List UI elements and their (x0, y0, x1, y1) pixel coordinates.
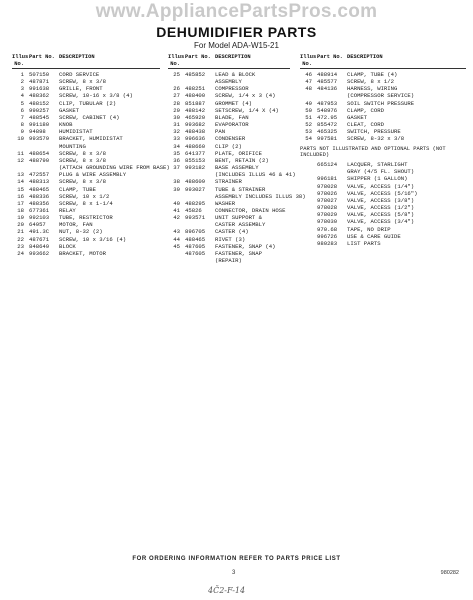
illus-number: 17 (17, 199, 24, 207)
part-number: 487871 (29, 78, 50, 86)
part-row (12, 92, 160, 99)
illus-number: 21 (17, 228, 24, 236)
part-row (12, 171, 160, 178)
illus-number: 33 (173, 135, 180, 143)
part-row (12, 236, 160, 243)
part-description: SETSCREW, 1/4 X (4) (215, 106, 279, 114)
part-description-continued: CASTER ASSEMBLY (215, 221, 266, 229)
column-header (12, 54, 160, 69)
part-row (168, 128, 290, 135)
part-description: SCREW, 8-32 x 3/8 (347, 135, 405, 143)
part-description: SCREW, 8 x 3/8 (59, 149, 106, 157)
illus-number: 23 (17, 242, 24, 250)
parts-column-2 (168, 54, 306, 265)
part-number: 94898 (29, 128, 46, 136)
part-row (300, 100, 466, 107)
illus-number (300, 240, 312, 247)
illus-number: 19 (17, 214, 24, 222)
part-description: CLAMP, TUBE (4) (347, 71, 398, 78)
part-row (300, 183, 466, 190)
illus-number: 40 (173, 199, 180, 207)
part-row (168, 236, 290, 243)
part-description: LACQUER, STARLIGHT (347, 161, 408, 169)
part-description: SCREW, 8 x 1/2 (347, 78, 394, 86)
part-row (12, 71, 160, 78)
part-description: SCREW, 8 x 3/8 (59, 178, 106, 186)
part-row (300, 114, 466, 121)
part-number: 488438 (185, 128, 206, 136)
part-description: SCREW, 10 x 1/2 (59, 192, 110, 200)
part-description: BENT, RETAIN (2) (215, 156, 269, 164)
part-row (300, 71, 466, 78)
part-description: CASTER (4) (215, 228, 249, 236)
header-illus-no: Illus. No. (168, 54, 188, 67)
part-description: SOIL SWITCH PRESSURE (347, 99, 415, 107)
illus-number: 36 (173, 156, 180, 164)
part-description-continued: ASSEMBLY (215, 78, 242, 86)
part-description: KNOB (59, 121, 73, 129)
part-number: 465325 (317, 128, 338, 136)
part-description: RIVET (3) (215, 235, 246, 243)
part-row (12, 178, 160, 185)
part-number: 484136 (317, 85, 338, 93)
header-part-no: Part No. (29, 54, 55, 60)
part-row (12, 150, 160, 157)
illus-number: 54 (305, 135, 312, 143)
part-description: PLATE, ORIFICE (215, 149, 262, 157)
illus-number: 37 (173, 164, 180, 172)
part-number: 488336 (29, 192, 50, 200)
part-description: GASKET (347, 113, 368, 121)
part-row (12, 214, 160, 221)
illus-number: 47 (305, 78, 312, 86)
part-number: 472557 (29, 171, 50, 179)
part-row (168, 85, 290, 92)
illus-number: 28 (173, 99, 180, 107)
part-row (12, 78, 160, 85)
part-row (168, 150, 290, 157)
illus-number: 50 (305, 106, 312, 114)
illus-number: 53 (305, 128, 312, 136)
part-number: 993579 (29, 135, 50, 143)
part-description: FASTENER, SNAP (215, 249, 262, 257)
illus-number: 18 (17, 206, 24, 214)
part-row (300, 233, 466, 240)
header-description: DESCRIPTION (347, 54, 383, 60)
part-row (300, 78, 466, 85)
part-description: CLAMP, CORD (347, 106, 384, 114)
illus-number: 5 (20, 99, 24, 107)
part-description: LIST PARTS (347, 239, 381, 247)
part-row (168, 178, 290, 185)
part-number: 848649 (29, 242, 50, 250)
part-number: 45826 (185, 206, 202, 214)
illus-number: 43 (173, 228, 180, 236)
header-description: DESCRIPTION (215, 54, 251, 60)
illus-number: 31 (173, 121, 180, 129)
part-row (12, 250, 160, 257)
handwritten-note: 4Č2-F-14 (208, 586, 246, 595)
page-title: DEHUMIDIFIER PARTS (156, 24, 317, 40)
page-number: 3 (232, 570, 236, 576)
part-description: PAN (215, 128, 226, 136)
part-number: 993182 (185, 164, 206, 172)
part-row (300, 218, 466, 225)
part-description: SCREW, 8 x 3/8 (59, 156, 106, 164)
header-part-no: Part No. (317, 54, 343, 60)
illus-number (300, 183, 312, 190)
part-description: WASHER (215, 199, 236, 207)
part-description: CORD SERVICE (59, 71, 100, 78)
illus-number: 20 (17, 221, 24, 229)
part-number: 487605 (185, 249, 206, 257)
part-description: CONNECTOR, DRAIN HOSE (215, 206, 286, 214)
part-description: PLUG & WIRE ASSEMBLY (59, 171, 127, 179)
part-number: 851887 (185, 99, 206, 107)
part-number: 548976 (317, 106, 338, 114)
part-number: 488313 (29, 178, 50, 186)
part-row (300, 85, 466, 92)
part-number: 990257 (29, 106, 50, 114)
part-description: HARNESS, WIRING (347, 85, 398, 93)
part-row (12, 200, 160, 207)
header-illus-no: Illus. No. (12, 54, 32, 67)
part-description: NUT, 8-32 (2) (59, 228, 103, 236)
illus-number: 8 (20, 121, 24, 129)
part-number: 488654 (29, 149, 50, 157)
part-number: 488251 (185, 85, 206, 93)
illus-number: 38 (173, 178, 180, 186)
part-row (300, 226, 466, 233)
illus-number: 15 (17, 185, 24, 193)
illus-number: 32 (173, 128, 180, 136)
part-description: MOTOR, FAN (59, 221, 93, 229)
part-row (12, 107, 160, 114)
part-row (12, 157, 160, 164)
part-row (12, 207, 160, 214)
illus-number: 22 (17, 235, 24, 243)
illus-number: 42 (173, 214, 180, 222)
part-description: FASTENER, SNAP (4) (215, 242, 276, 250)
part-number: 488914 (317, 71, 338, 78)
illus-number (300, 218, 312, 225)
part-description: SCREW, 1/4 x 3 (4) (215, 92, 276, 100)
part-number: 855153 (185, 156, 206, 164)
part-row (12, 128, 160, 135)
part-description: BRACKET, HUMIDISTAT (59, 135, 123, 143)
illus-number: 46 (305, 71, 312, 78)
page-subtitle: For Model ADA-W15-21 (194, 41, 279, 50)
part-number: 488609 (185, 178, 206, 186)
part-row (300, 211, 466, 218)
part-description: VALVE, ACCESS (1/2") (347, 204, 415, 212)
part-row (12, 135, 160, 142)
part-row (12, 193, 160, 200)
part-number: 472.95 (317, 113, 338, 121)
part-description: STRAINER (215, 178, 242, 186)
document-code: 980282 (440, 570, 459, 576)
part-number: 487671 (29, 235, 50, 243)
part-number: 488152 (29, 99, 50, 107)
part-number: 978028 (317, 204, 338, 212)
part-number: 465920 (185, 113, 206, 121)
part-number: 665124 (317, 161, 338, 169)
part-number: 488356 (29, 199, 50, 207)
part-description: COMPRESSOR (215, 85, 249, 93)
illus-number (300, 204, 312, 211)
part-description: GASKET (59, 106, 80, 114)
part-description: TAPE, NO DRIP (347, 225, 391, 233)
part-number: 978028 (317, 182, 338, 190)
part-description: BASE ASSEMBLY (215, 164, 259, 172)
part-row (300, 190, 466, 197)
illus-number: 3 (20, 85, 24, 93)
part-row (300, 161, 466, 168)
column-header (168, 54, 290, 69)
part-row (12, 121, 160, 128)
part-description: GRILLE, FRONT (59, 85, 103, 93)
part-row (12, 221, 160, 228)
illus-number: 12 (17, 156, 24, 164)
illus-number: 35 (173, 149, 180, 157)
part-number: 488295 (185, 199, 206, 207)
part-number: 488400 (185, 92, 206, 100)
illus-number: 45 (173, 242, 180, 250)
part-number: 641377 (185, 149, 206, 157)
part-number: 896705 (185, 228, 206, 236)
illus-number (300, 161, 312, 168)
part-row (12, 85, 160, 92)
part-number: 978027 (317, 196, 338, 204)
optional-parts-note: PARTS NOT ILLUSTRATED AND OPTIONAL PARTS (NOT INCLUDED) (300, 145, 446, 159)
part-number: 996636 (185, 135, 206, 143)
illus-number (168, 250, 180, 257)
part-row (168, 243, 290, 250)
part-row (168, 71, 290, 78)
illus-number: 25 (173, 71, 180, 78)
part-number: 996181 (317, 175, 338, 183)
part-number: 488362 (29, 92, 50, 100)
part-number: 993571 (185, 214, 206, 222)
part-number: 991180 (29, 121, 50, 129)
part-number: 992103 (29, 214, 50, 222)
illus-number: 11 (17, 149, 24, 157)
part-number: 488465 (185, 235, 206, 243)
part-number: 978026 (317, 189, 338, 197)
part-row (168, 207, 290, 214)
part-number: 488545 (29, 113, 50, 121)
part-number: 488465 (29, 185, 50, 193)
part-row (168, 157, 290, 164)
part-row (300, 135, 466, 142)
part-row (168, 250, 290, 257)
part-number: 507150 (29, 71, 50, 78)
illus-number: 41 (173, 206, 180, 214)
illus-number: 16 (17, 192, 24, 200)
illus-number: 48 (305, 85, 312, 93)
part-description: SHIPPER (1 GALLON) (347, 175, 408, 183)
part-number: 978029 (317, 211, 338, 219)
part-number: 487605 (185, 242, 206, 250)
illus-number: 24 (17, 249, 24, 257)
part-number: 993682 (185, 121, 206, 129)
part-number: 488660 (185, 142, 206, 150)
illus-number: 49 (305, 99, 312, 107)
part-description: UNIT SUPPORT & (215, 214, 262, 222)
ordering-info-footer: FOR ORDERING INFORMATION REFER TO PARTS PRICE LIST (132, 556, 341, 562)
part-description: VALVE, ACCESS (3/4") (347, 218, 415, 226)
part-description-continued: MOUNTING (59, 142, 86, 150)
part-row (168, 228, 290, 235)
parts-column-1 (12, 54, 170, 257)
header-illus-no: Illus. No. (300, 54, 320, 67)
part-number: 491.3C (29, 228, 50, 236)
illus-number (300, 226, 312, 233)
part-description: VALVE, ACCESS (3/8") (347, 196, 415, 204)
part-row (300, 204, 466, 211)
part-description: EVAPORATOR (215, 121, 249, 129)
header-description: DESCRIPTION (59, 54, 95, 60)
part-row (168, 92, 290, 99)
part-row (300, 121, 466, 128)
part-description: TUBE, RESTRICTOR (59, 214, 113, 222)
part-description-continued: (ATTACH GROUNDING WIRE FROM BASE) (59, 164, 170, 172)
part-description: TUBE & STRAINER (215, 185, 266, 193)
part-description: BRACKET, MOTOR (59, 249, 106, 257)
part-description: SCREW, 10-16 x 3/8 (4) (59, 92, 133, 100)
illus-number: 13 (17, 171, 24, 179)
illus-number (300, 211, 312, 218)
part-number: 980283 (317, 239, 338, 247)
part-row (12, 228, 160, 235)
part-row (300, 197, 466, 204)
illus-number: 6 (20, 106, 24, 114)
part-row (12, 243, 160, 250)
part-description: VALVE, ACCESS (5/16") (347, 189, 418, 197)
part-description: SCREW, 10 x 3/16 (4) (59, 235, 127, 243)
illus-number (300, 190, 312, 197)
part-row (168, 164, 290, 171)
part-row (168, 200, 290, 207)
part-number: 487953 (317, 99, 338, 107)
part-row (168, 107, 290, 114)
illus-number: 34 (173, 142, 180, 150)
illus-number: 2 (20, 78, 24, 86)
part-description: LEAD & BLOCK (215, 71, 256, 78)
illus-number (300, 175, 312, 182)
illus-number: 1 (20, 71, 24, 78)
part-row (168, 114, 290, 121)
part-description-continued: (COMPRESSOR SERVICE) (347, 92, 415, 100)
part-description: SWITCH, PRESSURE (347, 128, 401, 136)
illus-number (300, 233, 312, 240)
part-row (168, 186, 290, 193)
watermark: www.AppliancePartsPros.com (95, 1, 378, 22)
part-description-continued: ASSEMBLY INCLUDES ILLUS 38) (215, 192, 306, 200)
part-description: USE & CARE GUIDE (347, 232, 401, 240)
part-row (300, 240, 466, 247)
part-row (12, 100, 160, 107)
part-number: 978030 (317, 218, 338, 226)
illus-number: 14 (17, 178, 24, 186)
part-row (168, 214, 290, 221)
part-number: 64957 (29, 221, 46, 229)
illus-number: 7 (20, 113, 24, 121)
part-number: 993027 (185, 185, 206, 193)
part-description: CLIP (2) (215, 142, 242, 150)
part-description: BLOCK (59, 242, 76, 250)
part-number: 855472 (317, 121, 338, 129)
part-row (12, 186, 160, 193)
illus-number: 10 (17, 135, 24, 143)
part-number: 991638 (29, 85, 50, 93)
part-row (300, 175, 466, 182)
part-description-continued: (REPAIR) (215, 257, 242, 265)
illus-number: 30 (173, 113, 180, 121)
part-description-continued: (INCLUDES ILLUS 46 & 41) (215, 171, 296, 179)
illus-number (300, 197, 312, 204)
illus-number: 9 (20, 128, 24, 136)
part-number: 488790 (29, 156, 50, 164)
part-number: 485852 (185, 71, 206, 78)
part-description: VALVE, ACCESS (5/8") (347, 211, 415, 219)
part-description: GROMMET (4) (215, 99, 252, 107)
part-number: 970.68 (317, 225, 338, 233)
part-row (12, 114, 160, 121)
part-description: RELAY (59, 206, 76, 214)
part-row (300, 107, 466, 114)
illus-number: 44 (173, 235, 180, 243)
part-number: 485577 (317, 78, 338, 86)
illus-number: 52 (305, 121, 312, 129)
part-description: CLAMP, TUBE (59, 185, 96, 193)
part-description: SCREW, 8 x 1-1/4 (59, 199, 113, 207)
illus-number: 51 (305, 113, 312, 121)
illus-number: 29 (173, 106, 180, 114)
part-description: VALVE, ACCESS (1/4") (347, 182, 415, 190)
part-row (168, 121, 290, 128)
illus-number: 27 (173, 92, 180, 100)
part-description: CLIP, TUBULAR (2) (59, 99, 117, 107)
part-description: BLADE, FAN (215, 113, 249, 121)
part-description: HUMIDISTAT (59, 128, 93, 136)
part-row (168, 143, 290, 150)
illus-number: 4 (20, 92, 24, 100)
part-number: 677361 (29, 206, 50, 214)
part-description: SCREW, 8 x 3/8 (59, 78, 106, 86)
part-number: 488142 (185, 106, 206, 114)
part-number: 993662 (29, 249, 50, 257)
part-row (300, 128, 466, 135)
part-number: 996726 (317, 232, 338, 240)
part-row (168, 100, 290, 107)
illus-number: 26 (173, 85, 180, 93)
column-header (300, 54, 466, 69)
part-description-continued: GRAY (4/5 FL. SHOUT) (347, 168, 415, 176)
parts-column-3 (300, 54, 466, 247)
illus-number: 39 (173, 185, 180, 193)
header-part-no: Part No. (185, 54, 211, 60)
part-row (168, 135, 290, 142)
part-number: 997581 (317, 135, 338, 143)
part-description: SCREW, CABINET (4) (59, 113, 120, 121)
part-description: CONDENSER (215, 135, 246, 143)
part-description: CLEAT, CORD (347, 121, 384, 129)
